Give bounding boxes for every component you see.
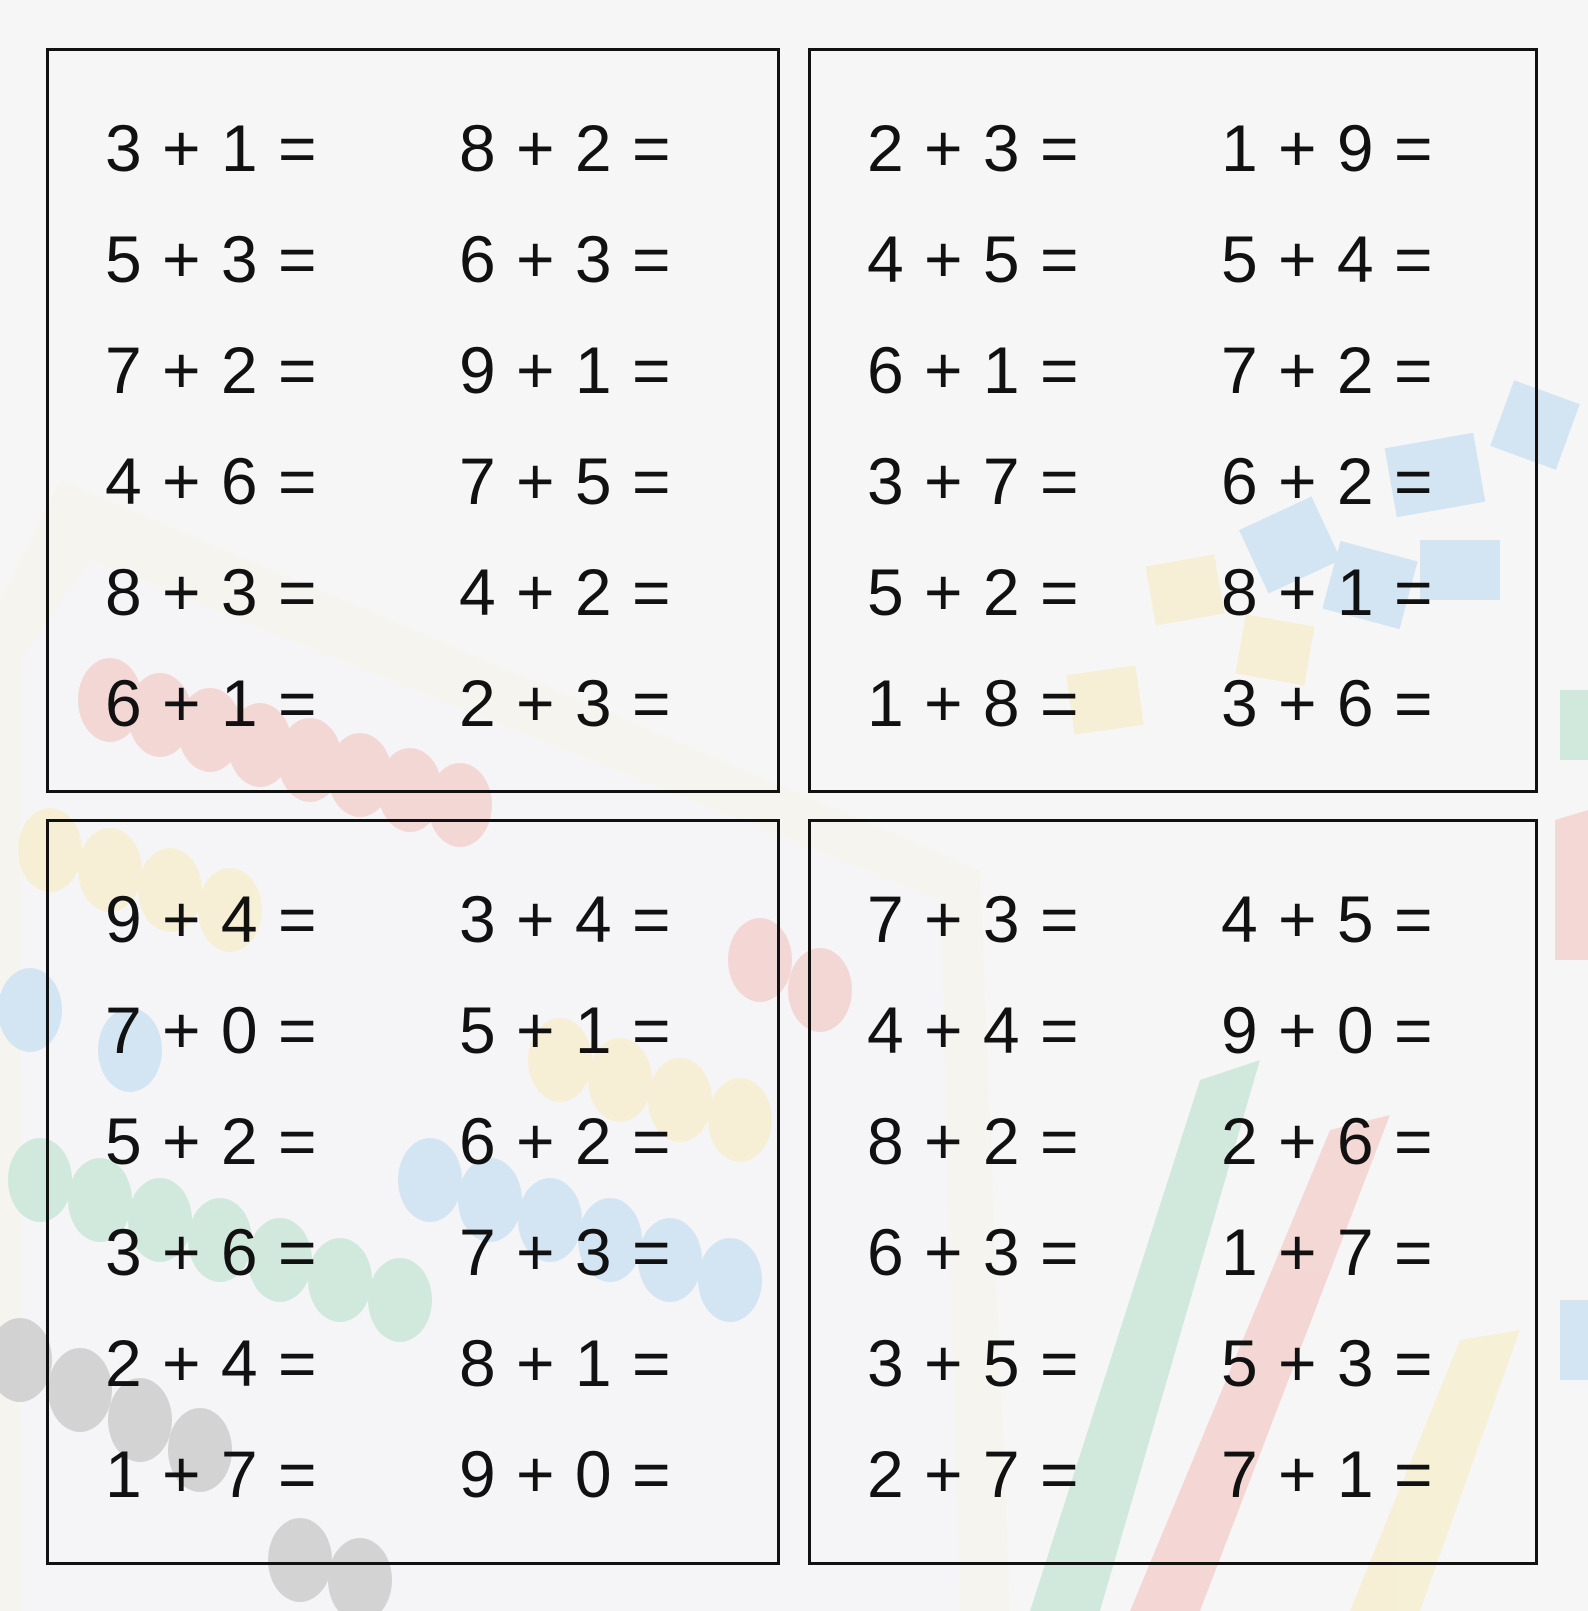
addition-problem: 7 + 2 = xyxy=(105,333,318,407)
problem-column-left xyxy=(867,107,1187,773)
addition-problem: 9 + 0 = xyxy=(459,1437,672,1511)
addition-problem: 7 + 5 = xyxy=(459,444,672,518)
addition-problem: 4 + 5 = xyxy=(867,222,1080,296)
addition-problem: 2 + 3 = xyxy=(867,111,1080,185)
addition-problem: 5 + 3 = xyxy=(105,222,318,296)
problem-column-left xyxy=(105,107,425,773)
addition-problem: 3 + 5 = xyxy=(867,1326,1080,1400)
addition-problem: 6 + 3 = xyxy=(459,222,672,296)
addition-problem: 6 + 2 = xyxy=(459,1104,672,1178)
addition-problem: 3 + 4 = xyxy=(459,882,672,956)
addition-problem: 2 + 6 = xyxy=(1221,1104,1434,1178)
addition-problem: 1 + 7 = xyxy=(105,1437,318,1511)
addition-problem: 3 + 6 = xyxy=(105,1215,318,1289)
problem-panel-4 xyxy=(808,819,1538,1565)
addition-problem: 9 + 0 = xyxy=(1221,993,1434,1067)
addition-problem: 6 + 2 = xyxy=(1221,444,1434,518)
addition-problem: 7 + 3 = xyxy=(459,1215,672,1289)
addition-problem: 4 + 2 = xyxy=(459,555,672,629)
addition-problem: 6 + 1 = xyxy=(105,666,318,740)
addition-problem: 7 + 3 = xyxy=(867,882,1080,956)
addition-problem: 8 + 1 = xyxy=(459,1326,672,1400)
problem-column-right xyxy=(1221,107,1541,773)
addition-problem: 7 + 1 = xyxy=(1221,1437,1434,1511)
problem-column-left xyxy=(105,878,425,1544)
addition-problem: 6 + 3 = xyxy=(867,1215,1080,1289)
addition-problem: 1 + 9 = xyxy=(1221,111,1434,185)
problem-column-left xyxy=(867,878,1187,1544)
addition-problem: 2 + 3 = xyxy=(459,666,672,740)
addition-problem: 8 + 1 = xyxy=(1221,555,1434,629)
addition-problem: 9 + 4 = xyxy=(105,882,318,956)
addition-problem: 5 + 2 = xyxy=(867,555,1080,629)
problem-column-right xyxy=(459,878,779,1544)
addition-problem: 1 + 7 = xyxy=(1221,1215,1434,1289)
addition-problem: 5 + 2 = xyxy=(105,1104,318,1178)
problem-panel-2 xyxy=(808,48,1538,793)
addition-problem: 5 + 1 = xyxy=(459,993,672,1067)
addition-problem: 3 + 7 = xyxy=(867,444,1080,518)
addition-problem: 1 + 8 = xyxy=(867,666,1080,740)
addition-problem: 3 + 6 = xyxy=(1221,666,1434,740)
addition-problem: 3 + 1 = xyxy=(105,111,318,185)
problem-panel-1 xyxy=(46,48,780,793)
addition-problem: 4 + 4 = xyxy=(867,993,1080,1067)
addition-problem: 6 + 1 = xyxy=(867,333,1080,407)
addition-problem: 2 + 7 = xyxy=(867,1437,1080,1511)
addition-problem: 7 + 0 = xyxy=(105,993,318,1067)
addition-problem: 7 + 2 = xyxy=(1221,333,1434,407)
addition-problem: 4 + 5 = xyxy=(1221,882,1434,956)
addition-problem: 8 + 2 = xyxy=(459,111,672,185)
problem-column-right xyxy=(459,107,779,773)
addition-problem: 8 + 3 = xyxy=(105,555,318,629)
addition-problem: 5 + 3 = xyxy=(1221,1326,1434,1400)
addition-problem: 4 + 6 = xyxy=(105,444,318,518)
addition-problem: 2 + 4 = xyxy=(105,1326,318,1400)
addition-problem: 8 + 2 = xyxy=(867,1104,1080,1178)
addition-problem: 5 + 4 = xyxy=(1221,222,1434,296)
problem-panel-3 xyxy=(46,819,780,1565)
problem-column-right xyxy=(1221,878,1541,1544)
addition-problem: 9 + 1 = xyxy=(459,333,672,407)
